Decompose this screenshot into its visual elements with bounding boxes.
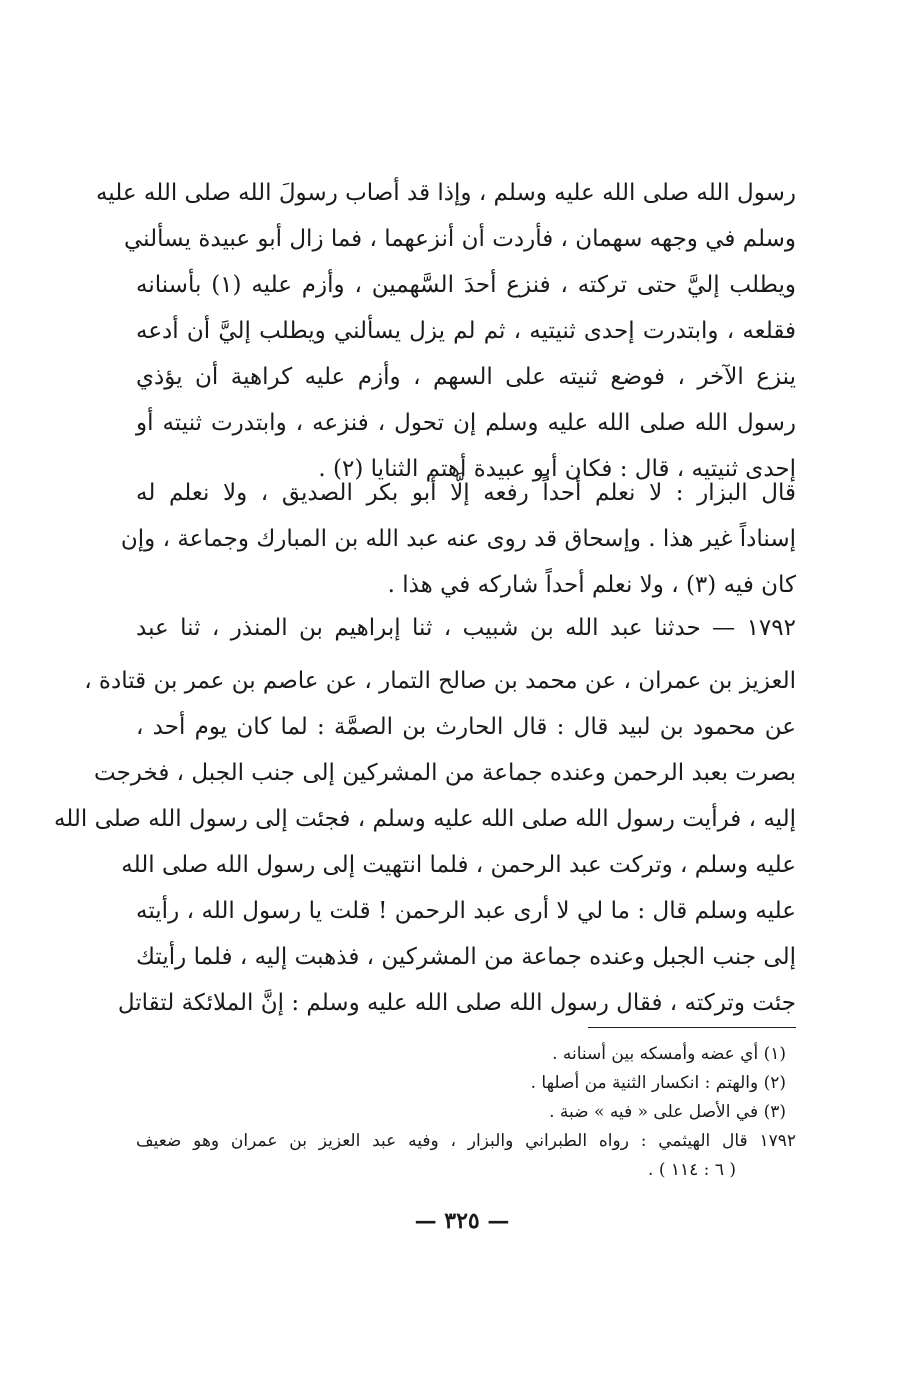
hadith-body-paragraph — [53, 658, 796, 1026]
page-number: — ٣٢٥ — — [414, 1208, 510, 1234]
hadith-opening-line: ١٧٩٢ — حدثنا عبد الله بن شبيب ، ثنا إبراهيم بن المنذر ، ثنا عبد — [136, 615, 796, 641]
text-line: إسناداً غير هذا . وإسحاق قد روى عنه عبد الله بن المبارك وجماعة ، وإن — [120, 526, 796, 552]
text-line: رسول الله صلى الله عليه وسلم ، وإذا قد أصاب رسولَ الله صلى الله عليه — [95, 180, 796, 206]
footnote-1: (١) أي عضه وأمسكه بين أسنانه . — [552, 1044, 786, 1064]
text-line: عليه وسلم ، وتركت عبد الرحمن ، فلما انتهيت إلى رسول الله صلى الله — [121, 852, 796, 878]
text-line: إليه ، فرأيت رسول الله صلى الله عليه وسلم ، فجئت إلى رسول الله صلى الله — [53, 806, 796, 832]
text-line: إحدى ثنيتيه ، قال : فكان أبو عبيدة أهتم الثنايا (٢) . — [318, 456, 796, 482]
footnotes — [136, 1040, 796, 1185]
text-line: إلى جنب الجبل وعنده جماعة من المشركين ، فذهبت إليه ، فلما رأيتك — [136, 944, 796, 970]
text-line: عليه وسلم قال : ما لي لا أرى عبد الرحمن ! قلت يا رسول الله ، رأيته — [136, 898, 796, 924]
text-line: ينزع الآخر ، فوضع ثنيته على السهم ، وأزم عليه كراهية أن يؤذي — [136, 364, 796, 390]
main-paragraph-1 — [95, 170, 796, 492]
footnote-4-continuation: ( ٦ : ١١٤ ) . — [648, 1160, 736, 1180]
footnote-4: ١٧٩٢ قال الهيثمي : رواه الطبراني والبزار ، وفيه عبد العزيز بن عمران وهو ضعيف — [136, 1131, 796, 1151]
bazzar-commentary-paragraph — [120, 470, 796, 608]
text-line: ويطلب إليَّ حتى تركته ، فنزع أحدَ السَّهمين ، وأزم عليه (١) بأسنانه — [136, 272, 796, 298]
text-line: عن محمود بن لبيد قال : قال الحارث بن الصمَّة : لما كان يوم أحد ، — [136, 714, 796, 740]
text-line: جئت وتركته ، فقال رسول الله صلى الله عليه وسلم : إنَّ الملائكة لتقاتل — [117, 990, 796, 1016]
footnote-2: (٢) والهتم : انكسار الثنية من أصلها . — [530, 1073, 786, 1093]
text-line: رسول الله صلى الله عليه وسلم إن تحول ، فنزعه ، وابتدرت ثنيته أو — [136, 410, 796, 436]
footnote-3: (٣) في الأصل على « فيه » ضبة . — [549, 1102, 786, 1122]
text-line: وسلم في وجهه سهمان ، فأردت أن أنزعهما ، فما زال أبو عبيدة يسألني — [123, 226, 796, 252]
text-line: بصرت بعبد الرحمن وعنده جماعة من المشركين إلى جنب الجبل ، فخرجت — [93, 760, 796, 786]
hadith-header-line — [136, 605, 796, 651]
text-line: العزيز بن عمران ، عن محمد بن صالح التمار ، عن عاصم بن عمر بن قتادة ، — [84, 668, 796, 694]
text-line: قال البزار : لا نعلم أحداً رفعه إلَّا أبو بكر الصديق ، ولا نعلم له — [136, 480, 796, 506]
footnote-divider — [588, 1027, 796, 1028]
text-line: كان فيه (٣) ، ولا نعلم أحداً شاركه في هذا . — [387, 572, 796, 598]
text-line: فقلعه ، وابتدرت إحدى ثنيتيه ، ثم لم يزل يسألني ويطلب إليَّ أن أدعه — [136, 318, 796, 344]
